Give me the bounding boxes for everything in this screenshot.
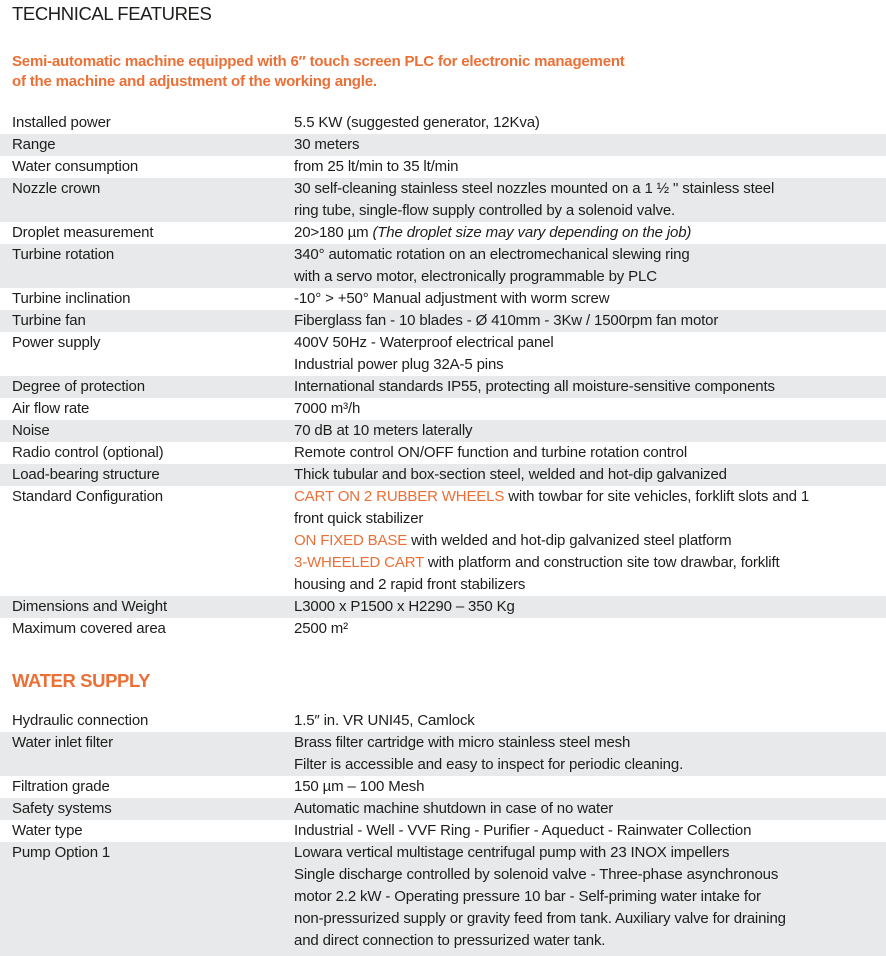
spec-value-line: Remote control ON/OFF function and turbine rotation control — [294, 444, 688, 461]
spec-label: Safety systems — [12, 800, 112, 817]
spec-label: Turbine inclination — [12, 290, 131, 307]
spec-label: Nozzle crown — [12, 180, 101, 197]
spec-row-load-bearing-structure — [0, 464, 886, 486]
spec-row-nozzle-crown — [0, 178, 886, 222]
spec-value — [294, 710, 886, 732]
config-name-3-wheeled-cart: 3-WHEELED CART — [294, 554, 424, 571]
spec-value-line: 2500 m² — [294, 620, 348, 637]
spec-row-air-flow-rate — [0, 398, 886, 420]
spec-value-line: International standards IP55, protecting all moisture-sensitive components — [294, 378, 775, 395]
spec-value-line: L3000 x P1500 x H2290 – 350 Kg — [294, 598, 515, 615]
spec-value-line: 1.5″ in. VR UNI45, Camlock — [294, 712, 475, 729]
spec-value — [294, 798, 886, 820]
spec-label: Water inlet filter — [12, 734, 113, 751]
spec-value-line: ring tube, single-flow supply controlled by a solenoid valve. — [294, 202, 676, 219]
spec-value-line: 30 self-cleaning stainless steel nozzles mounted on a 1 ½ " stainless steel — [294, 180, 775, 197]
spec-row-hydraulic-connection — [0, 710, 886, 732]
spec-value-line: Single discharge controlled by solenoid valve - Three-phase asynchronous — [294, 866, 779, 883]
spec-value — [294, 156, 886, 178]
spec-value-line: 7000 m³/h — [294, 400, 361, 417]
spec-value-line: 340° automatic rotation on an electromechanical slewing ring — [294, 246, 690, 263]
spec-value-line: Industrial - Well - VVF Ring - Purifier - Aqueduct - Rainwater Collection — [294, 822, 752, 839]
spec-value — [294, 178, 886, 222]
spec-value — [294, 732, 886, 776]
spec-label: Pump Option 1 — [12, 844, 111, 861]
spec-value — [294, 134, 886, 156]
spec-label: Hydraulic connection — [12, 712, 149, 729]
spec-row-radio-control — [0, 442, 886, 464]
spec-row-noise — [0, 420, 886, 442]
spec-value — [294, 842, 886, 952]
spec-value — [294, 332, 886, 376]
spec-value-line: non-pressurized supply or gravity feed from tank. Auxiliary valve for draining — [294, 910, 786, 927]
spec-label: Air flow rate — [12, 400, 90, 417]
spec-value-line: Automatic machine shutdown in case of no water — [294, 800, 614, 817]
spec-value — [294, 618, 886, 640]
config-name-cart-2-wheels: CART ON 2 RUBBER WHEELS — [294, 488, 505, 505]
spec-row-turbine-inclination — [0, 288, 886, 310]
spec-value-line: Fiberglass fan - 10 blades - Ø 410mm - 3Kw / 1500rpm fan motor — [294, 312, 719, 329]
spec-value-line: Thick tubular and box-section steel, welded and hot-dip galvanized — [294, 466, 727, 483]
spec-label: Dimensions and Weight — [12, 598, 167, 615]
spec-label: Range — [12, 136, 56, 153]
spec-label: Radio control (optional) — [12, 444, 164, 461]
spec-label: Water consumption — [12, 158, 139, 175]
config-desc: with towbar for site vehicles, forklift slots and 1 — [504, 488, 810, 505]
spec-label: Load-bearing structure — [12, 466, 160, 483]
spec-value — [294, 464, 886, 486]
spec-label: Noise — [12, 422, 50, 439]
spec-value — [294, 310, 886, 332]
spec-value — [294, 442, 886, 464]
config-line — [294, 552, 886, 574]
spec-value — [294, 376, 886, 398]
spec-row-water-inlet-filter — [0, 732, 886, 776]
spec-value-line: with a servo motor, electronically programmable by PLC — [294, 268, 657, 285]
intro-line: of the machine and adjustment of the working angle. — [12, 73, 377, 90]
spec-value — [294, 222, 886, 244]
spec-value — [294, 288, 886, 310]
spec-value-line: 70 dB at 10 meters laterally — [294, 422, 473, 439]
spec-row-droplet-measurement — [0, 222, 886, 244]
spec-row-turbine-fan — [0, 310, 886, 332]
config-line — [294, 530, 886, 552]
spec-label: Turbine rotation — [12, 246, 115, 263]
spec-row-water-type — [0, 820, 886, 842]
water-supply-table — [0, 710, 886, 956]
droplet-note: (The droplet size may vary depending on the job) — [372, 224, 692, 241]
spec-value — [294, 244, 886, 288]
spec-value — [294, 776, 886, 798]
spec-value — [294, 820, 886, 842]
spec-row-degree-of-protection — [0, 376, 886, 398]
spec-label: Standard Configuration — [12, 488, 163, 505]
spec-label: Maximum covered area — [12, 620, 166, 637]
spec-row-safety-systems — [0, 798, 886, 820]
spec-row-standard-configuration — [0, 486, 886, 596]
technical-features-table — [0, 112, 886, 640]
spec-value-line: motor 2.2 kW - Operating pressure 10 bar - Self-priming water intake for — [294, 888, 761, 905]
spec-row-turbine-rotation — [0, 244, 886, 288]
spec-value-line: 30 meters — [294, 136, 360, 153]
spec-value-line: 5.5 KW (suggested generator, 12Kva) — [294, 114, 540, 131]
config-desc: with welded and hot-dip galvanized steel platform — [407, 532, 732, 549]
spec-value-line: Brass filter cartridge with micro stainless steel mesh — [294, 734, 631, 751]
intro-line: Semi-automatic machine equipped with 6″ touch screen PLC for electronic management — [12, 53, 625, 70]
intro-description — [12, 52, 625, 92]
config-desc: front quick stabilizer — [294, 510, 424, 527]
spec-value-line: Industrial power plug 32A-5 pins — [294, 356, 504, 373]
spec-row-dimensions-and-weight — [0, 596, 886, 618]
config-desc: with platform and construction site tow drawbar, forklift — [423, 554, 780, 571]
spec-label: Turbine fan — [12, 312, 86, 329]
spec-label: Installed power — [12, 114, 111, 131]
config-line — [294, 486, 886, 508]
spec-value-line: 400V 50Hz - Waterproof electrical panel — [294, 334, 554, 351]
spec-row-range — [0, 134, 886, 156]
spec-row-pump-option-1 — [0, 842, 886, 956]
spec-value-line: 150 µm – 100 Mesh — [294, 778, 425, 795]
config-desc: housing and 2 rapid front stabilizers — [294, 576, 526, 593]
spec-value-line: -10° > +50° Manual adjustment with worm screw — [294, 290, 610, 307]
spec-label: Degree of protection — [12, 378, 145, 395]
spec-value-line: Lowara vertical multistage centrifugal pump with 23 INOX impellers — [294, 844, 730, 861]
droplet-range: 20>180 µm — [294, 224, 373, 241]
spec-row-maximum-covered-area — [0, 618, 886, 640]
spec-row-filtration-grade — [0, 776, 886, 798]
spec-row-water-consumption — [0, 156, 886, 178]
spec-value — [294, 112, 886, 134]
page-title: TECHNICAL FEATURES — [12, 3, 212, 24]
config-name-fixed-base: ON FIXED BASE — [294, 532, 408, 549]
spec-value — [294, 420, 886, 442]
section-heading-water-supply: WATER SUPPLY — [12, 670, 151, 691]
spec-label: Droplet measurement — [12, 224, 154, 241]
spec-row-power-supply — [0, 332, 886, 376]
spec-label: Power supply — [12, 334, 101, 351]
spec-label: Filtration grade — [12, 778, 110, 795]
spec-label: Water type — [12, 822, 83, 839]
spec-row-installed-power — [0, 112, 886, 134]
spec-value — [294, 398, 886, 420]
spec-value — [294, 486, 886, 596]
spec-value-line: from 25 lt/min to 35 lt/min — [294, 158, 459, 175]
spec-value — [294, 596, 886, 618]
spec-value-line: Filter is accessible and easy to inspect for periodic cleaning. — [294, 756, 684, 773]
spec-value-line: and direct connection to pressurized water tank. — [294, 932, 606, 949]
